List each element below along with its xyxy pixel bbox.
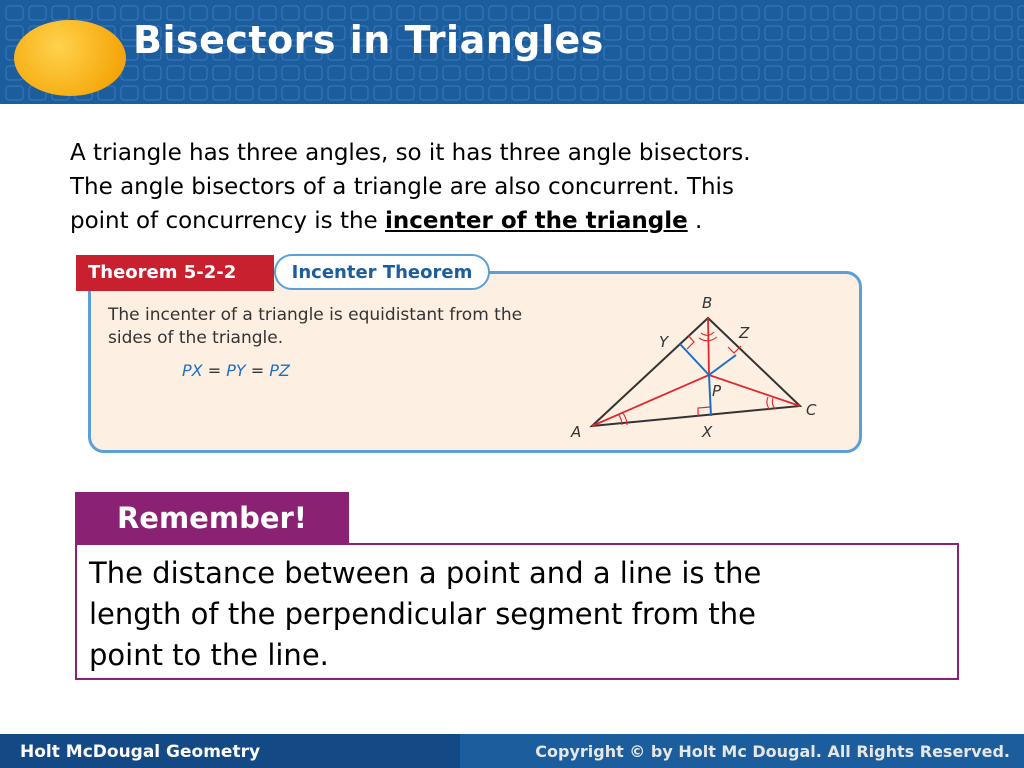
intro-line-2: The angle bisectors of a triangle are also concurrent. This: [70, 174, 734, 200]
eq-sign-2: =: [245, 361, 270, 380]
bisector-from-b: [708, 318, 709, 375]
label-b: B: [702, 294, 713, 312]
intro-line-3-suffix: .: [687, 208, 703, 234]
label-c: C: [806, 401, 817, 419]
bisector-from-c: [709, 375, 800, 406]
label-x: X: [702, 423, 713, 441]
theorem-statement-line-2: sides of the triangle.: [108, 328, 284, 348]
eq-pz: PZ: [269, 361, 290, 380]
label-y: Y: [659, 333, 669, 351]
remember-line-2: length of the perpendicular segment from the: [89, 597, 756, 631]
theorem-statement-line-1: The incenter of a triangle is equidistant from the: [108, 305, 523, 325]
label-a: A: [571, 423, 582, 441]
label-p: P: [712, 382, 722, 400]
perpendicular-pz: [709, 355, 736, 375]
theorem-number-tab: Theorem 5-2-2: [76, 255, 274, 291]
eq-px: PX: [182, 361, 203, 380]
remember-box: [75, 543, 959, 680]
theorem-name-pill: Incenter Theorem: [274, 254, 490, 290]
publisher-label: Holt McDougal Geometry: [20, 742, 261, 762]
remember-line-1: The distance between a point and a line is the: [89, 556, 762, 590]
intro-line-3-prefix: point of concurrency is the: [70, 208, 386, 234]
footer-bar: [0, 734, 1024, 768]
perpendicular-py: [680, 344, 709, 375]
bisector-from-a: [592, 375, 709, 426]
intro-line-1: A triangle has three angles, so it has three angle bisectors.: [70, 140, 751, 166]
remember-heading: Remember!: [75, 492, 349, 544]
copyright-notice: Copyright © by Holt Mc Dougal. All Rights Reserved.: [535, 742, 1010, 761]
perpendicular-px: [709, 375, 711, 416]
remember-text: [89, 553, 939, 676]
eq-sign-1: =: [202, 361, 227, 380]
label-z: Z: [739, 324, 750, 342]
remember-line-3: point to the line.: [89, 638, 329, 672]
incenter-term: incenter of the triangle: [385, 208, 688, 234]
eq-py: PY: [226, 361, 246, 380]
triangle-abc: [592, 318, 800, 426]
slide-title: Bisectors in Triangles: [133, 18, 604, 62]
